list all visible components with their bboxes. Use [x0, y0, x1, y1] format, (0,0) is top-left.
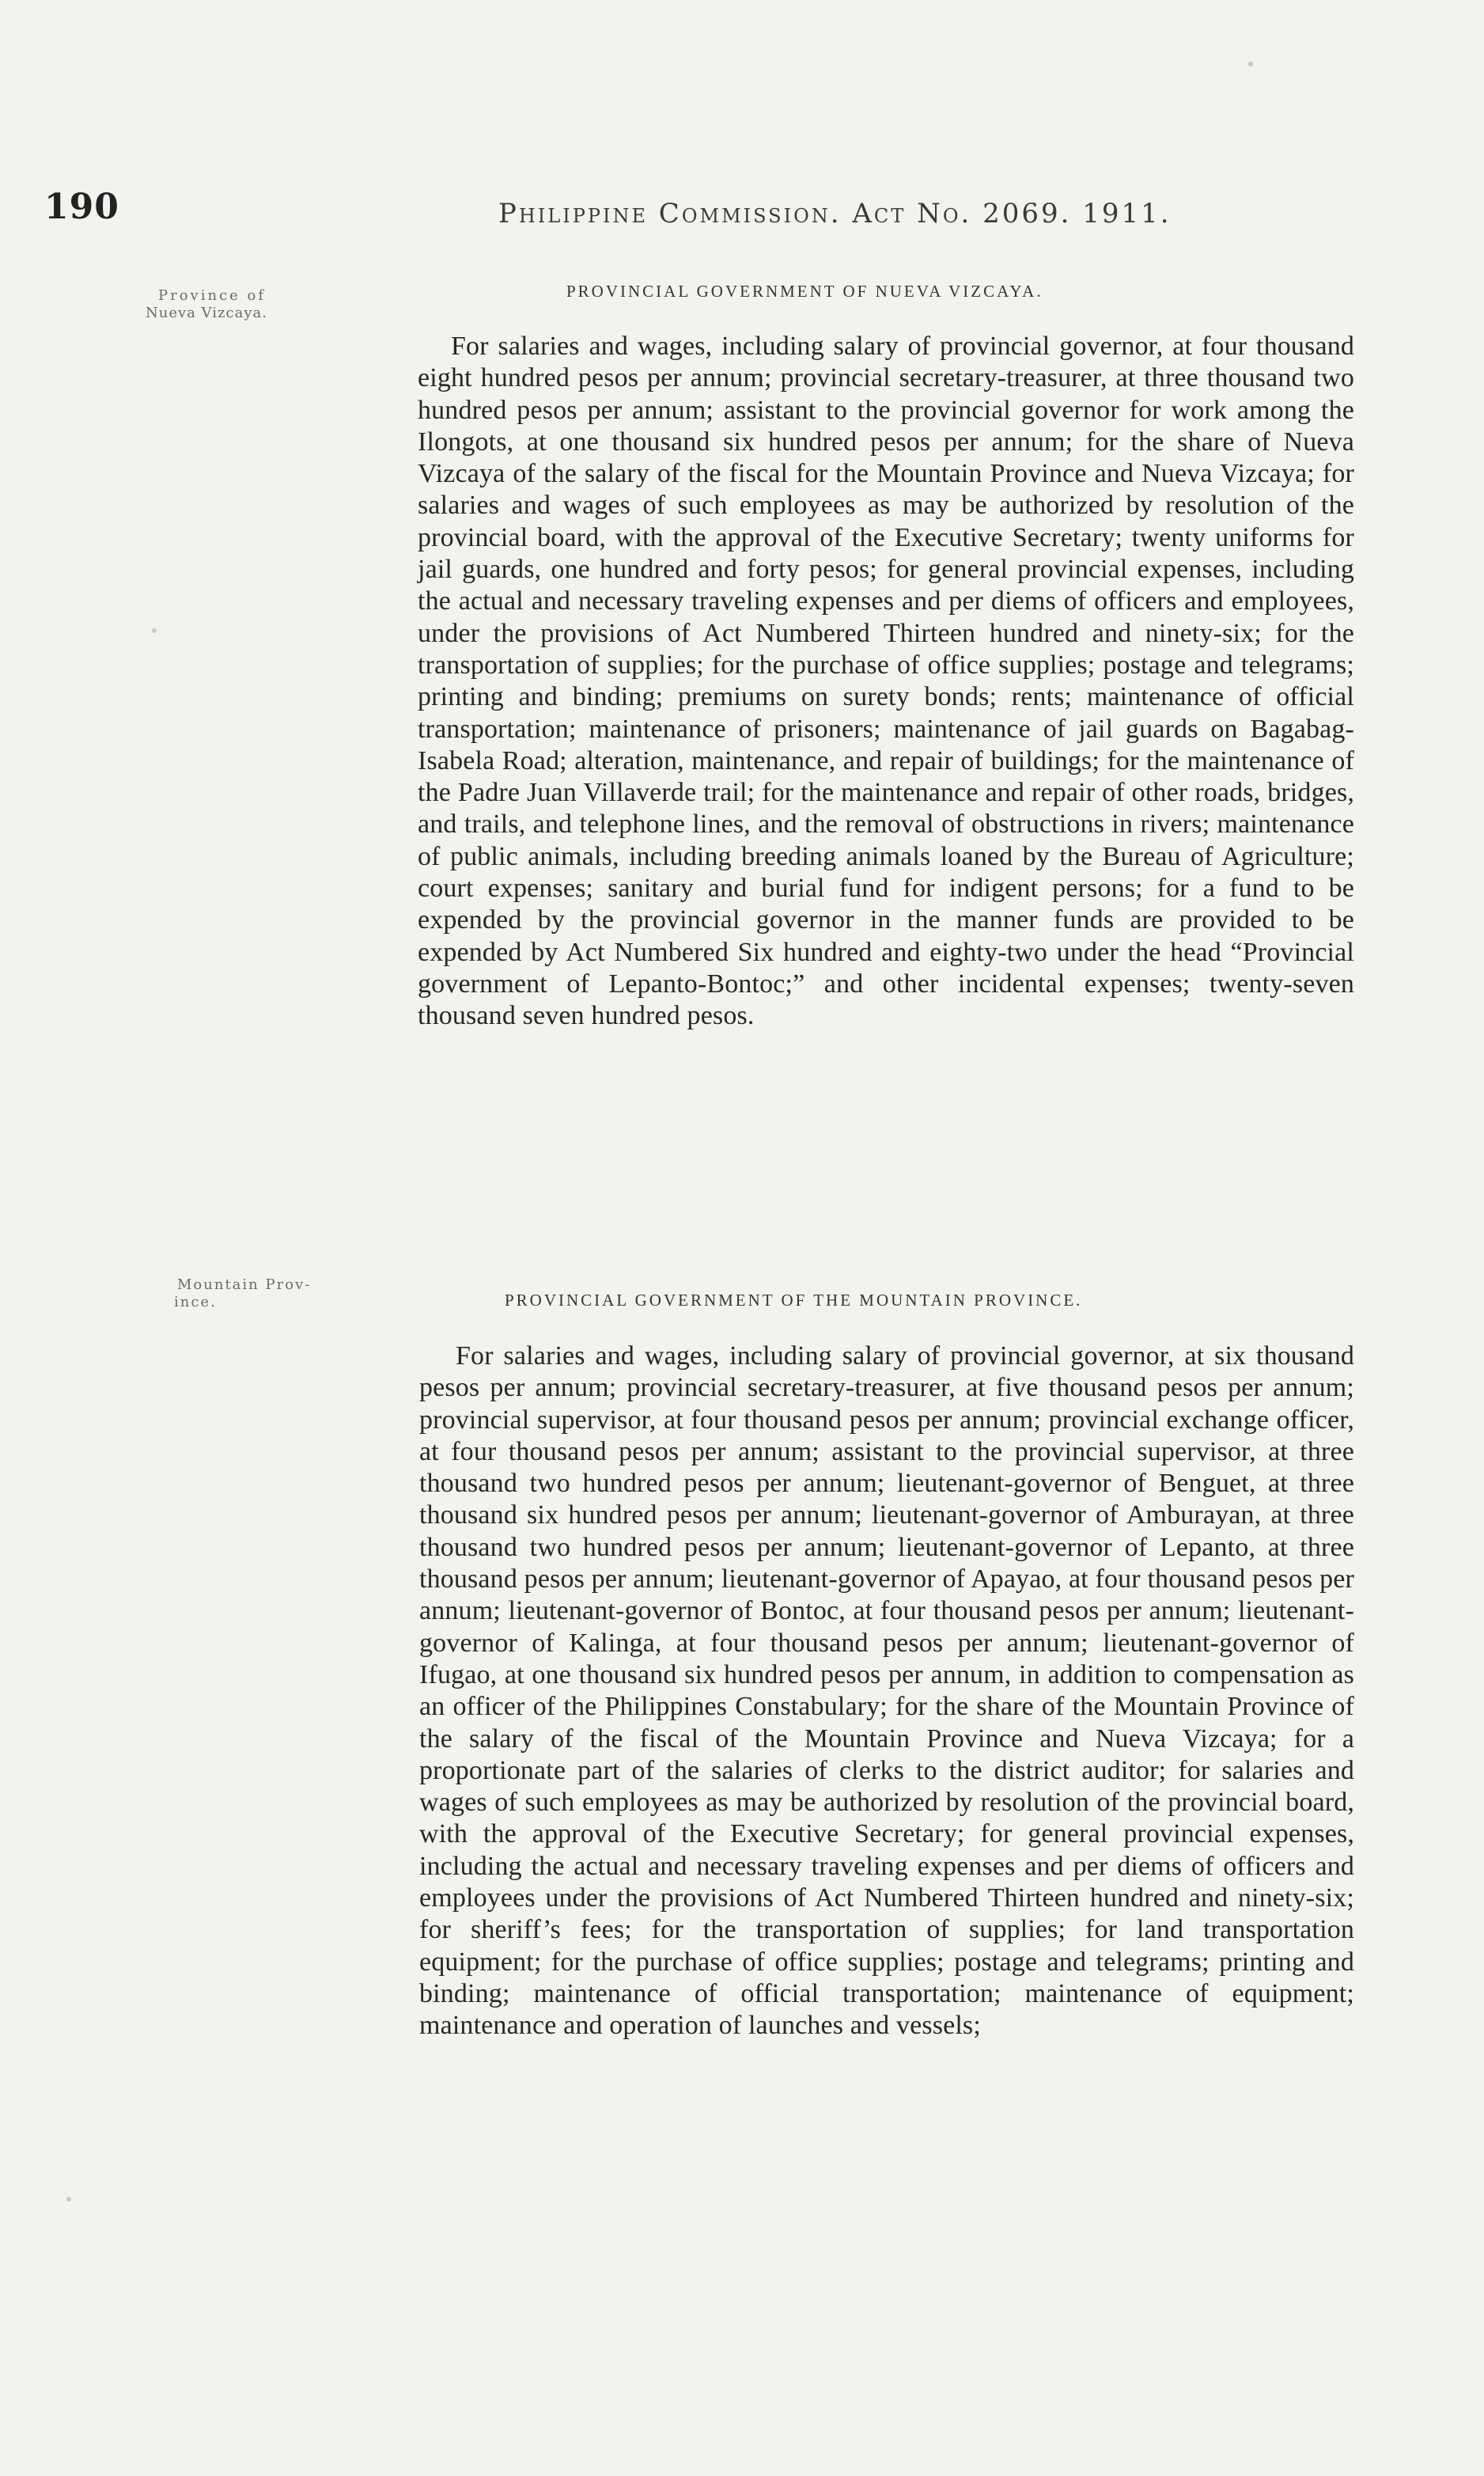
- section-body-mountain-province: For salaries and wages, including salary of provincial governor, at six thousand pesos per annum; provincial secretary-treasurer, at five thousand pesos per annum; provincial supervisor, at four thousand pesos per annum; provincial exchange officer, at four thousand pesos per annum; assistant to the provincial supervisor, at three thousand two hundred pesos per annum; lieutenant-governor of Benguet, at three thousand six hundred pesos per annum; lieutenant-governor of Amburayan, at three thousand two hundred pesos per annum; lieutenant-governor of Lepanto, at three thousand pesos per annum; lieutenant-governor of Apayao, at four thousand pesos per annum; lieutenant-governor of Bontoc, at four thousand pesos per annum; lieutenant-governor of Kalinga, at four thousand pesos per annum; lieutenant-governor of Ifugao, at one thousand six hundred pesos per annum, in addition to compensation as an officer of the Philippines Constabulary; for the share of the Mountain Province of the salary of the fiscal of the Mountain Province and Nueva Vizcaya; for a proportionate part of the salaries of clerks to the district auditor; for salaries and wages of such employees as may be authorized by resolution of the provincial board, with the approval of the Executive Secretary; for general provincial expenses, including the actual and necessary traveling expenses and per diems of officers and employees under the provisions of Act Numbered Thirteen hundred and ninety-six; for sheriff’s fees; for the transportation of supplies; for land transportation equipment; for the purchase of office supplies; postage and telegrams; printing and binding; maintenance of official transportation; maintenance of equipment; maintenance and operation of launches and vessels;: [419, 1341, 1354, 2041]
- paper-speck: [1248, 62, 1253, 66]
- margin-note-line: ince.: [174, 1294, 217, 1310]
- margin-note-nueva-vizcaya: [146, 287, 267, 322]
- page-number: 190: [44, 187, 119, 227]
- margin-note-mountain-province: [174, 1276, 312, 1311]
- margin-note-line: Province of: [158, 287, 267, 304]
- section-heading-mountain-province: PROVINCIAL GOVERNMENT OF THE MOUNTAIN PROVINCE.: [505, 1291, 1083, 1310]
- running-title: Philippine Commission. Act No. 2069. 1911.: [498, 198, 1172, 229]
- margin-note-line: Mountain Prov-: [177, 1276, 312, 1293]
- paper-speck: [152, 628, 157, 633]
- paper-speck: [66, 2197, 71, 2201]
- margin-note-line: Nueva Vizcaya.: [146, 305, 267, 321]
- section-heading-nueva-vizcaya: PROVINCIAL GOVERNMENT OF NUEVA VIZCAYA.: [566, 282, 1043, 301]
- section-body-nueva-vizcaya: For salaries and wages, including salary of provincial governor, at four thousand eight hundred pesos per annum; provincial secretary-treasurer, at three thousand two hundred pesos per annum; assistant to the provincial governor for work among the Ilongots, at one thousand six hundred pesos per annum; for the share of Nueva Vizcaya of the salary of the fiscal for the Mountain Province and Nueva Vizcaya; for salaries and wages of such employees as may be authorized by resolution of the provincial board, with the approval of the Executive Secretary; twenty uniforms for jail guards, one hundred and forty pesos; for general provincial expenses, including the actual and necessary traveling expenses and per diems of officers and employees, under the provisions of Act Numbered Thirteen hundred and ninety-six; for the transportation of supplies; for the purchase of office supplies; postage and telegrams; printing and binding; premiums on surety bonds; rents; maintenance of official transportation; maintenance of prisoners; maintenance of jail guards on Bagabag-Isabela Road; alteration, maintenance, and repair of buildings; for the maintenance of the Padre Juan Villaverde trail; for the maintenance and repair of other roads, bridges, and trails, and telephone lines, and the removal of obstructions in rivers; maintenance of public animals, including breeding animals loaned by the Bureau of Agriculture; court expenses; sanitary and burial fund for indigent persons; for a fund to be expended by the provincial governor in the manner funds are provided to be expended by Act Numbered Six hundred and eighty-two under the head “Provincial government of Lepanto-Bontoc;” and other incidental expenses; twenty-seven thousand seven hundred pesos.: [418, 332, 1354, 1031]
